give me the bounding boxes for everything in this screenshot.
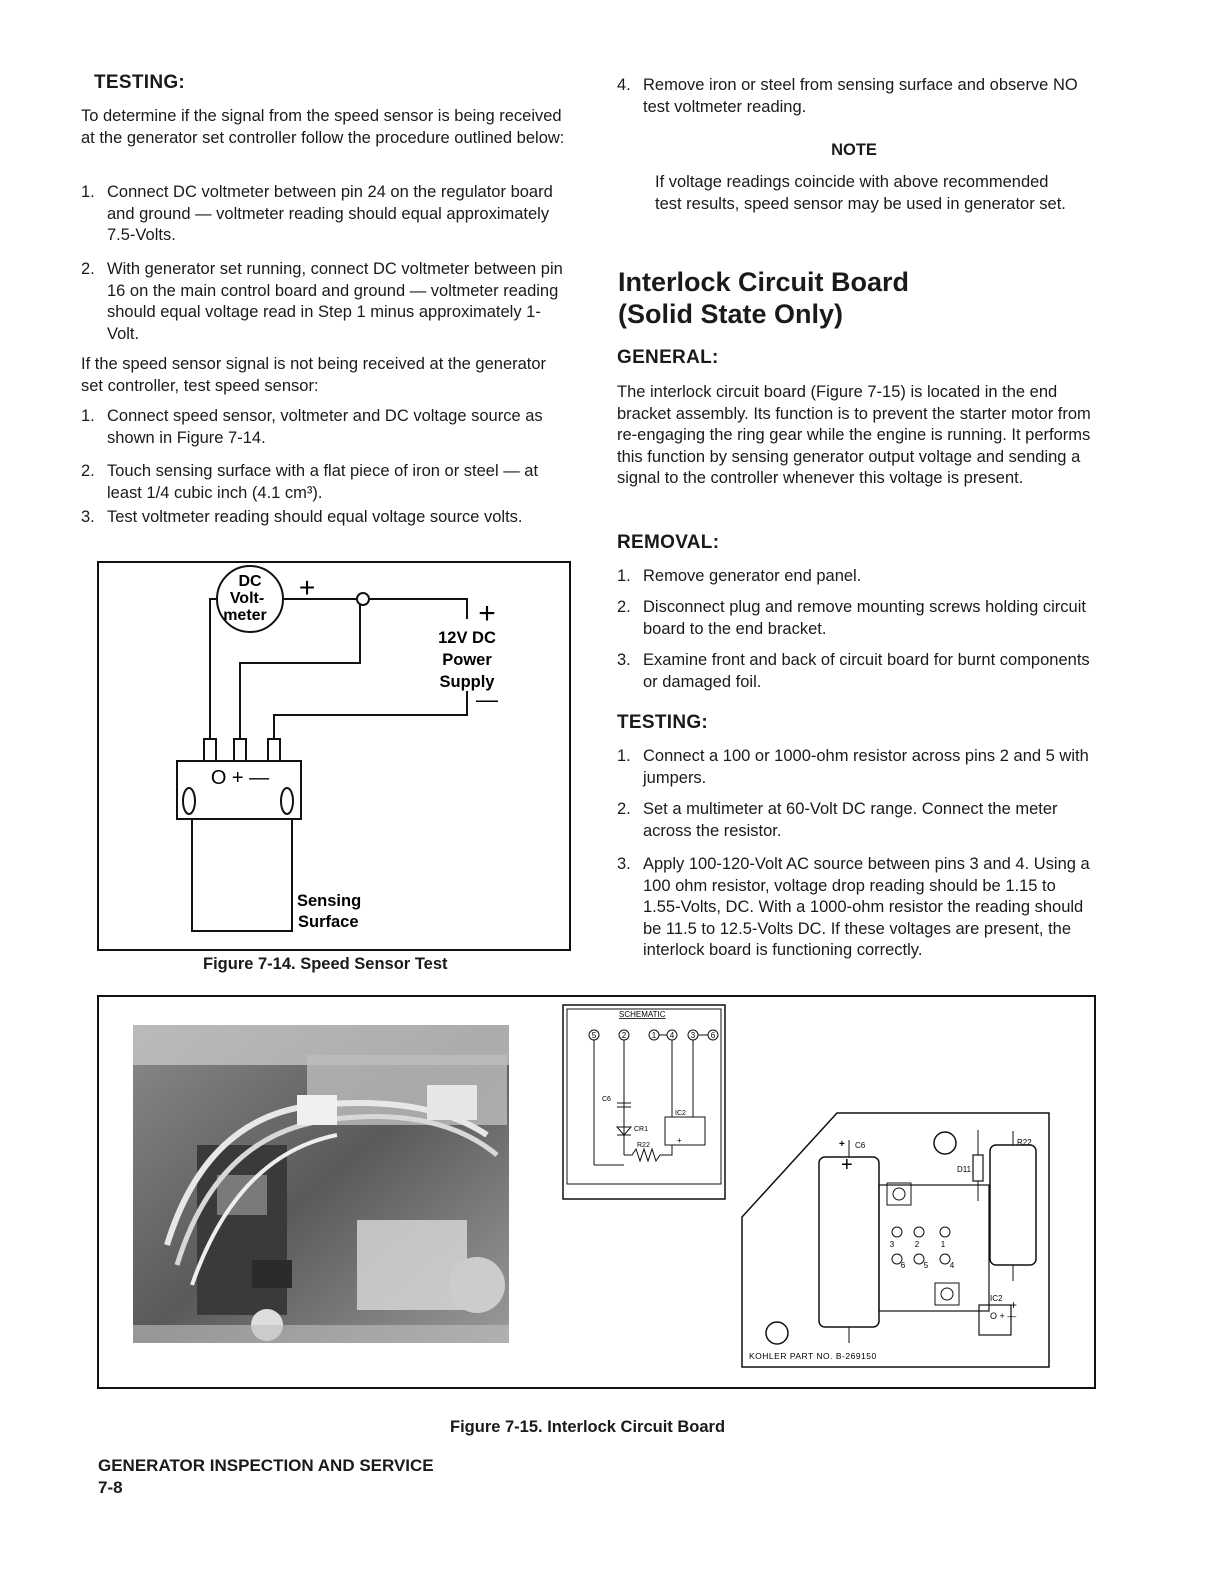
list-text: Remove generator end panel. [643, 567, 862, 585]
list-number: 2. [617, 598, 631, 616]
board-pin-label: 1 [940, 1240, 946, 1249]
list-item [81, 507, 571, 551]
list-text: Remove iron or steel from sensing surface and observe NO test voltmeter reading. [643, 76, 1078, 116]
list-item [617, 75, 1096, 119]
sensor-terminal-2 [234, 739, 246, 761]
list-number: 3. [617, 855, 631, 873]
board-r22-label: R22 [1017, 1138, 1032, 1147]
voltmeter-label-1: DC [238, 573, 262, 590]
wire-to-supply-positive [369, 599, 467, 619]
sensor-body [192, 819, 292, 931]
schematic-label: SCHEMATIC [619, 1010, 666, 1019]
schematic-pin-label: 3 [690, 1031, 696, 1040]
board-d11-label: D11 [957, 1165, 972, 1174]
schematic-ic-polarity: + [677, 1136, 682, 1145]
testing-heading: TESTING: [94, 72, 186, 93]
list-item [617, 650, 1096, 694]
list-item [617, 597, 1096, 641]
voltmeter-label-3: meter [223, 607, 267, 624]
list-text: With generator set running, connect DC voltmeter between pin 16 on the main control board and ground — voltmeter reading should equal voltage read in Step 1 minus approximately 1-Volt. [107, 260, 563, 343]
schematic-pin-label: 6 [710, 1031, 716, 1040]
list-number: 1. [617, 567, 631, 585]
list-text: Apply 100-120-Volt AC source between pins 3 and 4. Using a 100 ohm resistor, voltage drop reading should be 1.15 to 1.55-Volts, DC. With a 1000-ohm resistor the reading should be 11.5 to 12.5-Volts DC. If these voltages are present, the interlock board is functioning correctly. [643, 855, 1090, 959]
list-number: 2. [81, 260, 95, 278]
mid-paragraph: If the speed sensor signal is not being received at the generator set controller, test speed sensor: [81, 355, 547, 395]
list-item [617, 566, 1096, 588]
note-text: If voltage readings coincide with above recommended test results, speed sensor may be used in generator set. [655, 173, 1066, 213]
list-text: Connect DC voltmeter between pin 24 on the regulator board and ground — voltmeter reading should equal approximately 7.5-Volts. [107, 183, 553, 244]
supply-label-3: Supply [439, 673, 495, 691]
list-number: 1. [81, 407, 95, 425]
voltmeter-label-2: Volt- [229, 590, 265, 607]
section-title-line-1: Interlock Circuit Board [618, 267, 910, 297]
list-text: Set a multimeter at 60-Volt DC range. Connect the meter across the resistor. [643, 800, 1058, 840]
supply-plus-sign: + [478, 597, 496, 630]
list-item [81, 182, 571, 248]
list-number: 2. [617, 800, 631, 818]
schematic-ic2-label: IC2 [675, 1110, 686, 1117]
schematic-pin-label: 1 [651, 1031, 657, 1040]
section-title-line-2: (Solid State Only) [618, 299, 844, 329]
list-text: Connect speed sensor, voltmeter and DC voltage source as shown in Figure 7-14. [107, 407, 543, 447]
list-text: Connect a 100 or 1000-ohm resistor across pins 2 and 5 with jumpers. [643, 747, 1089, 787]
list-item [617, 746, 1096, 790]
general-paragraph: The interlock circuit board (Figure 7-15) is located in the end bracket assembly. Its function is to prevent the starter motor from re-engaging the ring gear while the engine is running. It performs this function by sensing generator output voltage and sending a signal to the controller whenever this voltage is present. [617, 383, 1091, 487]
board-layout-drawing [742, 1113, 1049, 1367]
note-heading: NOTE [831, 141, 877, 159]
list-item [81, 259, 571, 347]
list-number: 2. [81, 462, 95, 480]
board-pin-label: 6 [900, 1261, 906, 1270]
wire-meter-negative [210, 599, 217, 739]
list-number: 1. [617, 747, 631, 765]
supply-minus-sign: — [476, 687, 498, 712]
board-pin-label: 4 [949, 1261, 955, 1270]
schematic-r22-label: R22 [637, 1142, 650, 1149]
board-pin-label: 2 [914, 1240, 920, 1249]
junction-dot [357, 593, 369, 605]
sensor-terminal-1 [204, 739, 216, 761]
list-item [617, 799, 1096, 843]
wire-to-sensor-negative [274, 691, 467, 739]
figure-14-caption: Figure 7-14. Speed Sensor Test [203, 955, 448, 973]
supply-label-2: Power [442, 651, 492, 669]
ic2-pin-marks: O + — [990, 1311, 1017, 1321]
testing-intro: To determine if the signal from the speed sensor is being received at the generator set controller follow the procedure outlined below: [81, 107, 565, 147]
ic2-plus-sign: + [1010, 1298, 1018, 1312]
board-c6-label: C6 [855, 1141, 866, 1150]
list-text: Touch sensing surface with a flat piece of iron or steel — at least 1/4 cubic inch (4.1 cm³). [107, 462, 539, 502]
schematic-pin-label: 5 [591, 1031, 597, 1040]
list-item [81, 461, 571, 505]
board-ic2-label: IC2 [990, 1294, 1003, 1303]
page-number: 7-8 [98, 1478, 123, 1497]
board-photograph [133, 1025, 509, 1343]
removal-heading: REMOVAL: [617, 532, 720, 553]
sensing-label-2: Surface [298, 913, 359, 931]
voltmeter-plus-sign: + [298, 572, 316, 603]
capacitor-plus-sign: + [841, 1154, 853, 1176]
sensor-terminal-3 [268, 739, 280, 761]
list-text: Test voltmeter reading should equal voltage source volts. [107, 508, 523, 526]
list-number: 4. [617, 76, 631, 94]
list-text: Disconnect plug and remove mounting screws holding circuit board to the end bracket. [643, 598, 1086, 638]
sensor-terminal-labels: O + — [210, 767, 270, 789]
list-item [81, 406, 571, 450]
testing-heading-right: TESTING: [617, 712, 709, 733]
interlock-schematic [563, 1005, 725, 1199]
list-item [617, 854, 1096, 984]
board-pin-label: 3 [889, 1240, 895, 1249]
figure-15-caption: Figure 7-15. Interlock Circuit Board [450, 1418, 726, 1436]
footer-title: GENERATOR INSPECTION AND SERVICE [98, 1456, 434, 1475]
list-text: Examine front and back of circuit board for burnt components or damaged foil. [643, 651, 1090, 691]
interlock-circuit-board-figure [97, 995, 1097, 1391]
board-pin-label: 5 [923, 1261, 929, 1270]
schematic-pin-label: 2 [621, 1031, 627, 1040]
board-c6-plus: + [839, 1139, 845, 1150]
schematic-pin-label: 4 [669, 1031, 675, 1040]
kohler-part-number: KOHLER PART NO. B-269150 [749, 1351, 877, 1361]
schematic-cr1-label: CR1 [634, 1126, 649, 1133]
list-number: 1. [81, 183, 95, 201]
schematic-c6-label: C6 [602, 1096, 611, 1103]
supply-label-1: 12V DC [438, 629, 496, 647]
list-number: 3. [81, 508, 95, 526]
speed-sensor-test-diagram [97, 561, 573, 954]
general-heading: GENERAL: [617, 347, 719, 368]
sensing-label-1: Sensing [297, 892, 362, 910]
list-number: 3. [617, 651, 631, 669]
